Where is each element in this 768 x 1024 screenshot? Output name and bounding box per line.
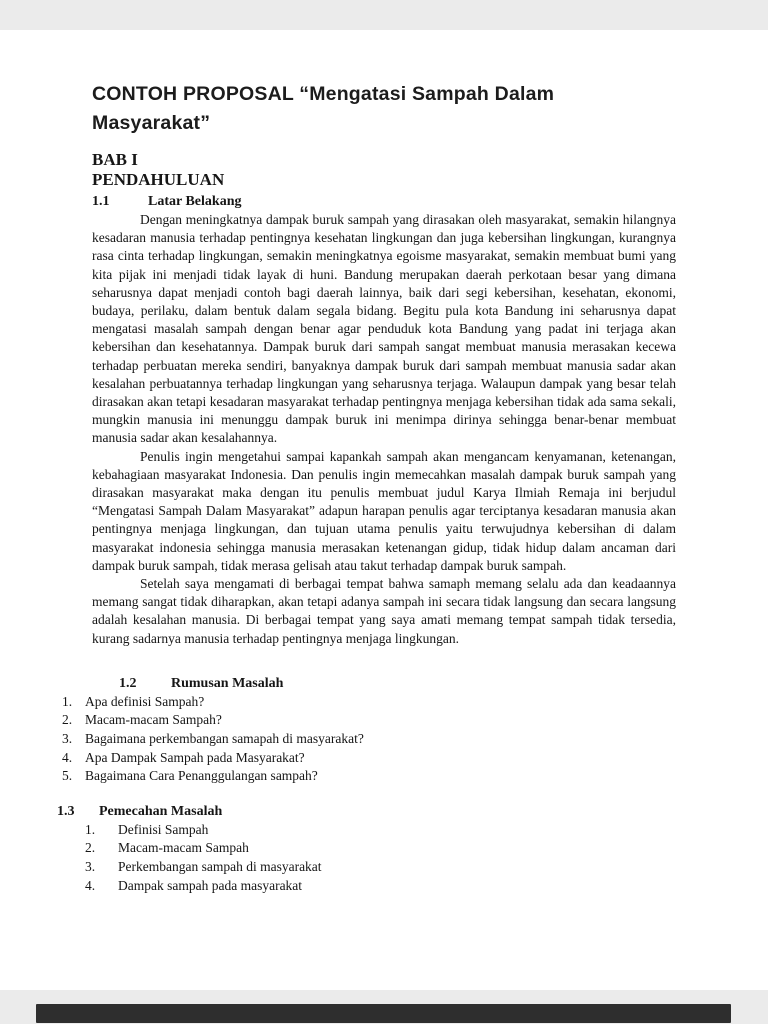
list-item: Bagaimana perkembangan samapah di masyarakat? xyxy=(85,731,364,747)
chapter-title: PENDAHULUAN xyxy=(92,170,225,189)
section-heading-pemecahan-masalah xyxy=(57,802,676,821)
chapter-block xyxy=(92,150,676,190)
viewer-bottom-toolbar xyxy=(36,1004,731,1023)
rumusan-masalah-list xyxy=(62,693,676,786)
paragraph-3: Setelah saya mengamati di berbagai tempat bahwa samaph memang selalu ada dan keadaannya memang sangat tidak diharapkan, akan tetapi adanya sampah ini secara tidak langsung dan secara langsung adalah kesalahan manusia. Di berbagai tempat yang saya amati memang tempat sampah tidak tersedia, kurang sadarnya manusia terhadap pentingnya menjaga lingkungan. xyxy=(92,576,676,646)
section-heading-label: Rumusan Masalah xyxy=(171,675,284,691)
section-number: 1.1 xyxy=(92,194,110,209)
list-item: Perkembangan sampah di masyarakat xyxy=(118,859,322,875)
section-number: 1.3 xyxy=(57,803,75,819)
pemecahan-masalah-list xyxy=(85,821,676,895)
section-heading-latar-belakang xyxy=(92,192,676,211)
list-item: Bagaimana Cara Penanggulangan sampah? xyxy=(85,768,318,784)
section-number: 1.2 xyxy=(119,675,137,691)
paragraph-1: Dengan meningkatnya dampak buruk sampah yang dirasakan oleh masyarakat, semakin hilangnya kesadaran manusia terhadap pentingnya kesehatan lingkungan dan juga kebersihan lingkungan, kurangnya rasa cinta terhadap lingkungan, semakin meningkatnya egoisme masyarakat, semakin membuat bumi yang kita pijak ini menjadi tidak layak di huni. Bandung merupakan daerah perkotaan besar yang dimana seharusnya dapat menjadi contoh bagi daerah lainnya, baik dari segi kebersihan, kesehatan, ekonomi, budaya, perilaku, dalam bentuk dalam segala bidang. Begitu pula kota Bandung ini seharusnya dapat mengatasi masalah sampah dengan benar agar penduduk kota Bandung yang padat ini terjaga akan kebersihan dan kesehatannya. Dampak buruk dari sampah sangat membuat manusia merasakan kecewa terhadap perbuatan mereka sendiri, banyaknya dampak buruk dari sampah membuat manusia sadar akan kesalahan perbuatannya terhadap lingkungan yang seharusnya terjaga. Walaupun dampak yang besar telah dirasakan akan tetapi kesadaran masyarakat terhadap pentingnya menjaga kebersihan tidak ada sama sekali, mungkin manusia ini menunggu dampak buruk ini menimpa dirinya sehingga benar-benar membuat manusia sadar akan kesalahannya. xyxy=(92,212,676,446)
list-item: Definisi Sampah xyxy=(118,821,209,837)
document-page xyxy=(0,30,768,990)
list-item: Macam-macam Sampah xyxy=(118,840,249,856)
section-heading-rumusan-masalah xyxy=(119,674,676,693)
paragraph-2: Penulis ingin mengetahui sampai kapankah sampah akan mengancam kenyamanan, ketenangan, kebahagiaan masyarakat Indonesia. Dan penulis ingin memecahkan masalah dampak buruk sampah yang dirasakan masyarakat maka dengan itu penulis membuat judul Karya Ilmiah Remaja ini berjudul “Mengatasi Sampah Dalam Masyarakat” adapun harapan penulis agar terciptanya kesadaran manusia akan pentingnya menjaga lingkungan, dan tujuan utama penulis yaitu terwujudnya kebersihan di dalam masyarakat indonesia sehingga manusia merasakan ketenangan gidup, tidak hidup dalam ancaman dari dampak buruk sampah, tidak merasa gelisah atau takut terhadap dampak buruk sampah. xyxy=(92,448,676,573)
list-item: Dampak sampah pada masyarakat xyxy=(118,877,303,893)
document-content xyxy=(0,30,768,895)
section-heading-label: Pemecahan Masalah xyxy=(99,803,223,819)
list-item: Macam-macam Sampah? xyxy=(85,712,222,728)
chapter-number: BAB I xyxy=(92,150,138,169)
document-title: CONTOH PROPOSAL “Mengatasi Sampah Dalam Masyarakat” xyxy=(92,83,555,134)
list-item: Apa Dampak Sampah pada Masyarakat? xyxy=(85,749,305,765)
section-heading-label: Latar Belakang xyxy=(148,194,242,209)
list-item: Apa definisi Sampah? xyxy=(85,693,205,709)
